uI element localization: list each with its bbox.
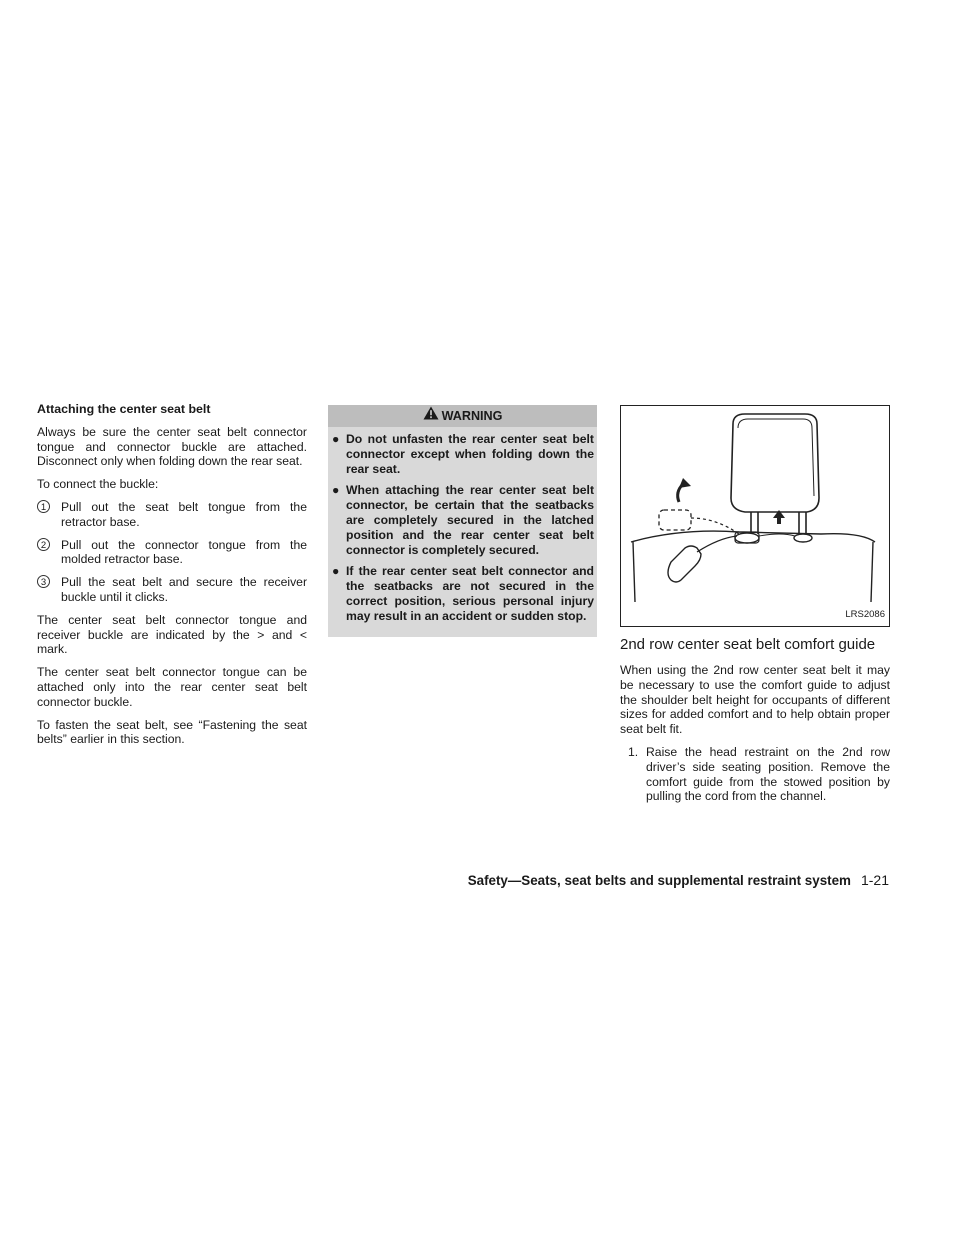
page-footer bbox=[468, 872, 889, 888]
headrest-comfort-guide-illustration bbox=[621, 406, 889, 626]
comfort-guide-paragraph: When using the 2nd row center seat belt it may be necessary to use the comfort guide to adjust the shoulder belt height for occupants of different sizes for added comfort and to help obtain proper seat belt fit. bbox=[620, 663, 890, 737]
warning-text: When attaching the rear center seat belt connector, be certain that the seatbacks are completely secured in the latched position and the rear center seat belt connector is completely secured. bbox=[346, 483, 594, 557]
bullet-icon: ● bbox=[332, 483, 340, 498]
numbered-step bbox=[620, 745, 890, 804]
intro-paragraph: Always be sure the center seat belt connector tongue and connector buckle are attached. Disconnect only when folding down the rear seat. bbox=[37, 424, 307, 469]
warning-list bbox=[328, 427, 597, 624]
step-text: Raise the head restraint on the 2nd row driver’s side seating position. Remove the comfort guide from the stowed position by pulling the cord from the channel. bbox=[646, 744, 890, 804]
warning-box bbox=[328, 405, 597, 637]
figure-frame bbox=[620, 405, 890, 627]
section-title: 2nd row center seat belt comfort guide bbox=[620, 636, 876, 653]
bullet-icon: ● bbox=[332, 432, 340, 446]
warning-triangle-icon bbox=[423, 405, 439, 427]
warning-header bbox=[328, 405, 597, 427]
step-item bbox=[37, 538, 307, 568]
warning-title: WARNING bbox=[441, 409, 503, 423]
warning-text: Do not unfasten the rear center seat belt connector except when folding down the rear seat. bbox=[346, 432, 594, 476]
step-number-circle: 2 bbox=[37, 538, 50, 551]
step-number: 1. bbox=[628, 744, 639, 759]
left-column bbox=[37, 402, 307, 755]
bullet-icon: ● bbox=[332, 564, 340, 579]
step-text: Pull out the seat belt tongue from the retractor base. bbox=[61, 499, 307, 529]
section-heading: Attaching the center seat belt bbox=[37, 402, 211, 416]
numbered-list bbox=[620, 745, 890, 804]
footer-section-title: Safety—Seats, seat belts and supplemental restraint system bbox=[467, 873, 851, 888]
step-number-circle: 3 bbox=[37, 575, 50, 588]
figure-code-label: LRS2086 bbox=[845, 609, 885, 621]
fasten-paragraph: To fasten the seat belt, see “Fastening the seat belts” earlier in this section. bbox=[37, 717, 307, 747]
step-item bbox=[37, 575, 307, 605]
right-column bbox=[620, 405, 890, 804]
connect-label: To connect the buckle: bbox=[37, 477, 159, 492]
marks-paragraph: The center seat belt connector tongue and receiver buckle are indicated by the > and < mark. bbox=[37, 612, 307, 657]
warning-text: If the rear center seat belt connector and the seatbacks are not secured in the correct position, serious personal injury may result in an accident or sudden stop. bbox=[346, 564, 594, 623]
step-text: Pull the seat belt and secure the receiver buckle until it clicks. bbox=[61, 575, 307, 604]
page-number: 1-21 bbox=[860, 872, 889, 888]
step-number-circle: 1 bbox=[37, 500, 50, 513]
warning-item bbox=[332, 564, 594, 623]
step-item bbox=[37, 500, 307, 530]
warning-item bbox=[332, 483, 594, 557]
warning-item bbox=[332, 432, 594, 476]
warning-column bbox=[328, 405, 597, 637]
attach-paragraph: The center seat belt connector tongue can be attached only into the rear center seat belt connector buckle. bbox=[37, 665, 307, 709]
step-text: Pull out the connector tongue from the molded retractor base. bbox=[61, 537, 307, 567]
